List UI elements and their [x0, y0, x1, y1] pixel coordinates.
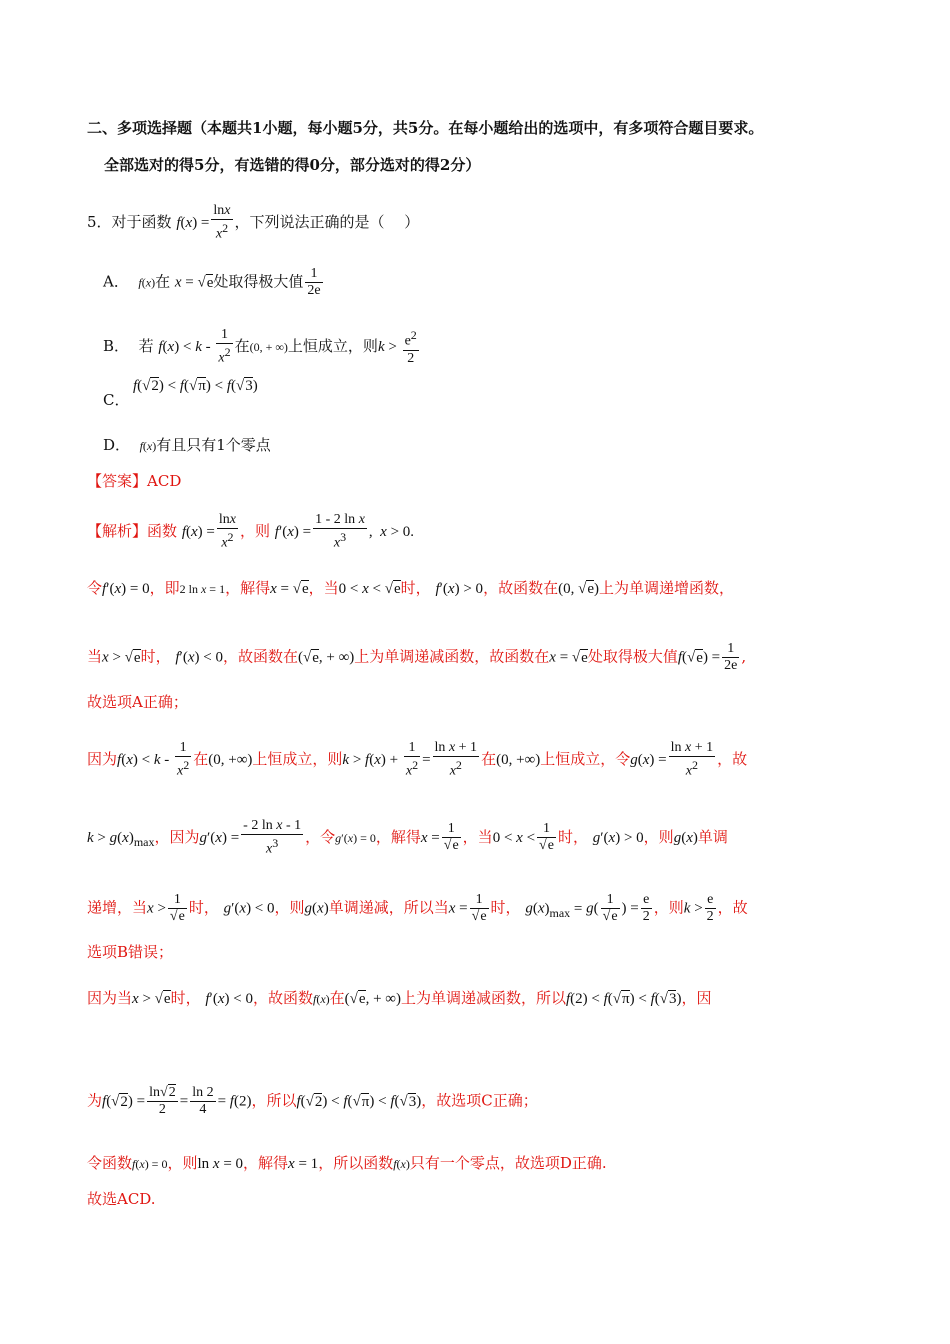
- analysis-line-7: 递增，当x > $\frac{1}{√e}$ 时， g′(x) < 0，则g(x)单调递减，所以当x = $\frac{1}{√e}$ 时， $g(x)_{max} = g$( $\frac{1}{√e}$ ) = $\frac{e}{2}$ ，则k > $\frac{e}{2}$ ，故: [87, 892, 748, 924]
- option-a: A． f(x)在 x = √e处取得极大值 $\frac{1}{2e}$: [103, 266, 321, 298]
- formula-f-def: f: [176, 214, 181, 231]
- analysis-line-5: 因为f(x) < k - $\frac{1}{x^2}$ 在(0, +∞)上恒成立，则k > f(x) + $\frac{1}{x^2}$ = $\frac{\text{ln x + 1}}{x^2}$ 在(0, +∞)上恒成立，令g(x) = $\frac{\text{ln x + 1}}{x^2}$ ，故: [87, 740, 748, 779]
- analysis-line-11: 令函数f(x) = 0，则ln x = 0，解得x = 1，所以函数f(x)只有一个零点，故选项D正确.: [87, 1154, 607, 1172]
- section-heading-line-2: 全部选对的得5分，有选错的得0分，部分选对的得2分）: [104, 156, 481, 174]
- analysis-line-12: 故选ACD.: [87, 1190, 156, 1208]
- fraction-lnx-over-x2: $\frac{\ln x}{x^2}$: [213, 203, 231, 242]
- analysis-line-8: 选项B错误；: [87, 943, 174, 961]
- analysis-line-10: 为f(√2) = $\frac{\ln√2}{2}$ = $\frac{\ln 2}{4}$ = f(2)，所以f(√2) < f(√π) < f(√3)，故选项C正确；: [87, 1085, 538, 1117]
- analysis-line-2: 令f′(x) = 0，即2 ln x = 1，解得x = √e，当0 < x < √e时， f′(x) > 0，故函数在(0, √e)上为单调递增函数，: [87, 579, 734, 597]
- analysis-line-9: 因为当x > √e时， f′(x) < 0，故函数f(x)在(√e, + ∞)上为单调递减函数，所以f(2) < f(√π) < f(√3)，因: [87, 989, 712, 1007]
- option-d: D． f(x)有且只有1个零点: [103, 436, 271, 454]
- analysis-line-6: $k > g(x)_{max}$，因为g′(x) = $\frac{\text{- 2 ln x - 1}}{x^3}$ ，令g′(x) = 0，解得x = $\frac{1}{√e}$ ，当0 < x < $\frac{1}{√e}$ 时， g′(x) > 0，则g(x)单调: [87, 818, 728, 857]
- option-c: C． f(√2) < f(√π) < f(√3): [103, 378, 258, 409]
- analysis-line-4: 故选项A正确；: [87, 693, 188, 711]
- analysis-line-1: 【解析】函数 f(x) = $\frac{\ln x}{x^2}$ ，则 f′(x) = $\frac{\text{1 - 2 ln x}}{x^3}$ , x > 0.: [87, 512, 415, 551]
- question-stem: 5．对于函数 f(x) = $\frac{\ln x}{x^2}$ ，下列说法正确的是（ ）: [87, 203, 420, 242]
- answer-line: 【答案】ACD: [87, 472, 182, 490]
- option-b: B． 若 f(x) < k - $\frac{1}{x^2}$ 在(0, + ∞)上恒成立，则k > $\frac{e^2}{2}$: [103, 327, 417, 366]
- section-heading-line-1: 二、多项选择题（本题共1小题，每小题5分，共5分。在每小题给出的选项中，有多项符合题目要求。: [87, 119, 764, 137]
- analysis-line-3: 当x > √e时， f′(x) < 0，故函数在(√e, + ∞)上为单调递减函数，故函数在x = √e处取得极大值f(√e) = $\frac{1}{2e}$ ,: [87, 641, 747, 673]
